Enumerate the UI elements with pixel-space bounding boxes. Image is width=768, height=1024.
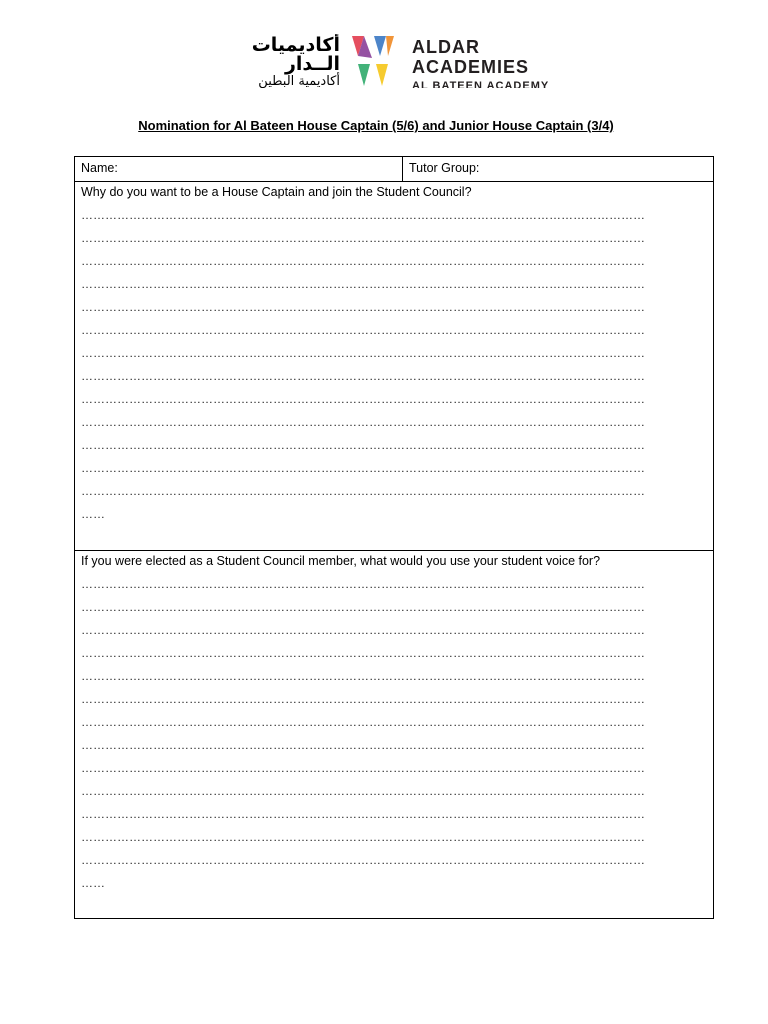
aldar-logo-mark-icon — [350, 34, 396, 88]
name-field[interactable] — [75, 157, 403, 181]
dotted-answer-line: …………………………………………………………………………………………………………………………… — [81, 231, 645, 245]
name-label: Name: — [81, 161, 118, 175]
dotted-answer-line: …………………………………………………………………………………………………………………………… — [81, 646, 645, 660]
arabic-logo-text — [222, 34, 340, 88]
tutor-group-label: Tutor Group: — [409, 161, 480, 175]
academy-logo — [222, 34, 562, 88]
dotted-answer-line: …………………………………………………………………………………………………………………………… — [81, 669, 645, 683]
dotted-answer-line: …………………………………………………………………………………………………………………………… — [81, 208, 645, 222]
dotted-answer-line: …………………………………………………………………………………………………………………………… — [81, 323, 645, 337]
arabic-logo-line-2: الــدار — [284, 53, 340, 75]
dotted-answer-line: …………………………………………………………………………………………………………………………… — [81, 577, 645, 591]
dotted-answer-line: …………………………………………………………………………………………………………………………… — [81, 738, 645, 752]
dotted-answer-line: …………………………………………………………………………………………………………………………… — [81, 692, 645, 706]
dotted-answer-line: …………………………………………………………………………………………………………………………… — [81, 600, 645, 614]
dotted-answer-line: …………………………………………………………………………………………………………………………… — [81, 392, 645, 406]
form-title: Nomination for Al Bateen House Captain (5/6) and Junior House Captain (3/4) — [138, 118, 614, 133]
dotted-answer-line: …… — [81, 507, 105, 521]
dotted-answer-line: …………………………………………………………………………………………………………………………… — [81, 761, 645, 775]
dotted-answer-line: …………………………………………………………………………………………………………………………… — [81, 715, 645, 729]
student-voice-section[interactable] — [75, 551, 713, 918]
dotted-answer-line: …………………………………………………………………………………………………………………………… — [81, 853, 645, 867]
nomination-form — [74, 156, 714, 919]
dotted-answer-line: …………………………………………………………………………………………………………………………… — [81, 484, 645, 498]
house-captain-reason-section[interactable] — [75, 182, 713, 551]
answer-lines — [81, 577, 707, 899]
dotted-answer-line: …………………………………………………………………………………………………………………………… — [81, 830, 645, 844]
school-name: AL BATEEN ACADEMY — [412, 80, 550, 88]
dotted-answer-line: …………………………………………………………………………………………………………………………… — [81, 277, 645, 291]
dotted-answer-line: …………………………………………………………………………………………………………………………… — [81, 461, 645, 475]
brand-subtitle: ACADEMIES — [412, 57, 530, 77]
dotted-answer-line: …………………………………………………………………………………………………………………………… — [81, 438, 645, 452]
header-row — [75, 157, 713, 182]
question-house-captain: Why do you want to be a House Captain and join the Student Council? — [81, 185, 472, 199]
arabic-logo-line-1: أكاديميات — [251, 34, 340, 56]
dotted-answer-line: …………………………………………………………………………………………………………………………… — [81, 784, 645, 798]
dotted-answer-line: …………………………………………………………………………………………………………………………… — [81, 369, 645, 383]
question-student-voice: If you were elected as a Student Council member, what would you use your student voice for? — [81, 554, 601, 568]
aldar-brand-text — [412, 38, 562, 88]
arabic-logo-line-3: أكاديمية البطين — [258, 74, 340, 88]
tutor-group-field[interactable] — [403, 157, 713, 181]
dotted-answer-line: …………………………………………………………………………………………………………………………… — [81, 807, 645, 821]
dotted-answer-line: …………………………………………………………………………………………………………………………… — [81, 415, 645, 429]
dotted-answer-line: …………………………………………………………………………………………………………………………… — [81, 254, 645, 268]
dotted-answer-line: …………………………………………………………………………………………………………………………… — [81, 300, 645, 314]
brand-name: ALDAR — [412, 37, 480, 57]
dotted-answer-line: …… — [81, 876, 105, 890]
dotted-answer-line: …………………………………………………………………………………………………………………………… — [81, 623, 645, 637]
answer-lines — [81, 208, 707, 530]
dotted-answer-line: …………………………………………………………………………………………………………………………… — [81, 346, 645, 360]
